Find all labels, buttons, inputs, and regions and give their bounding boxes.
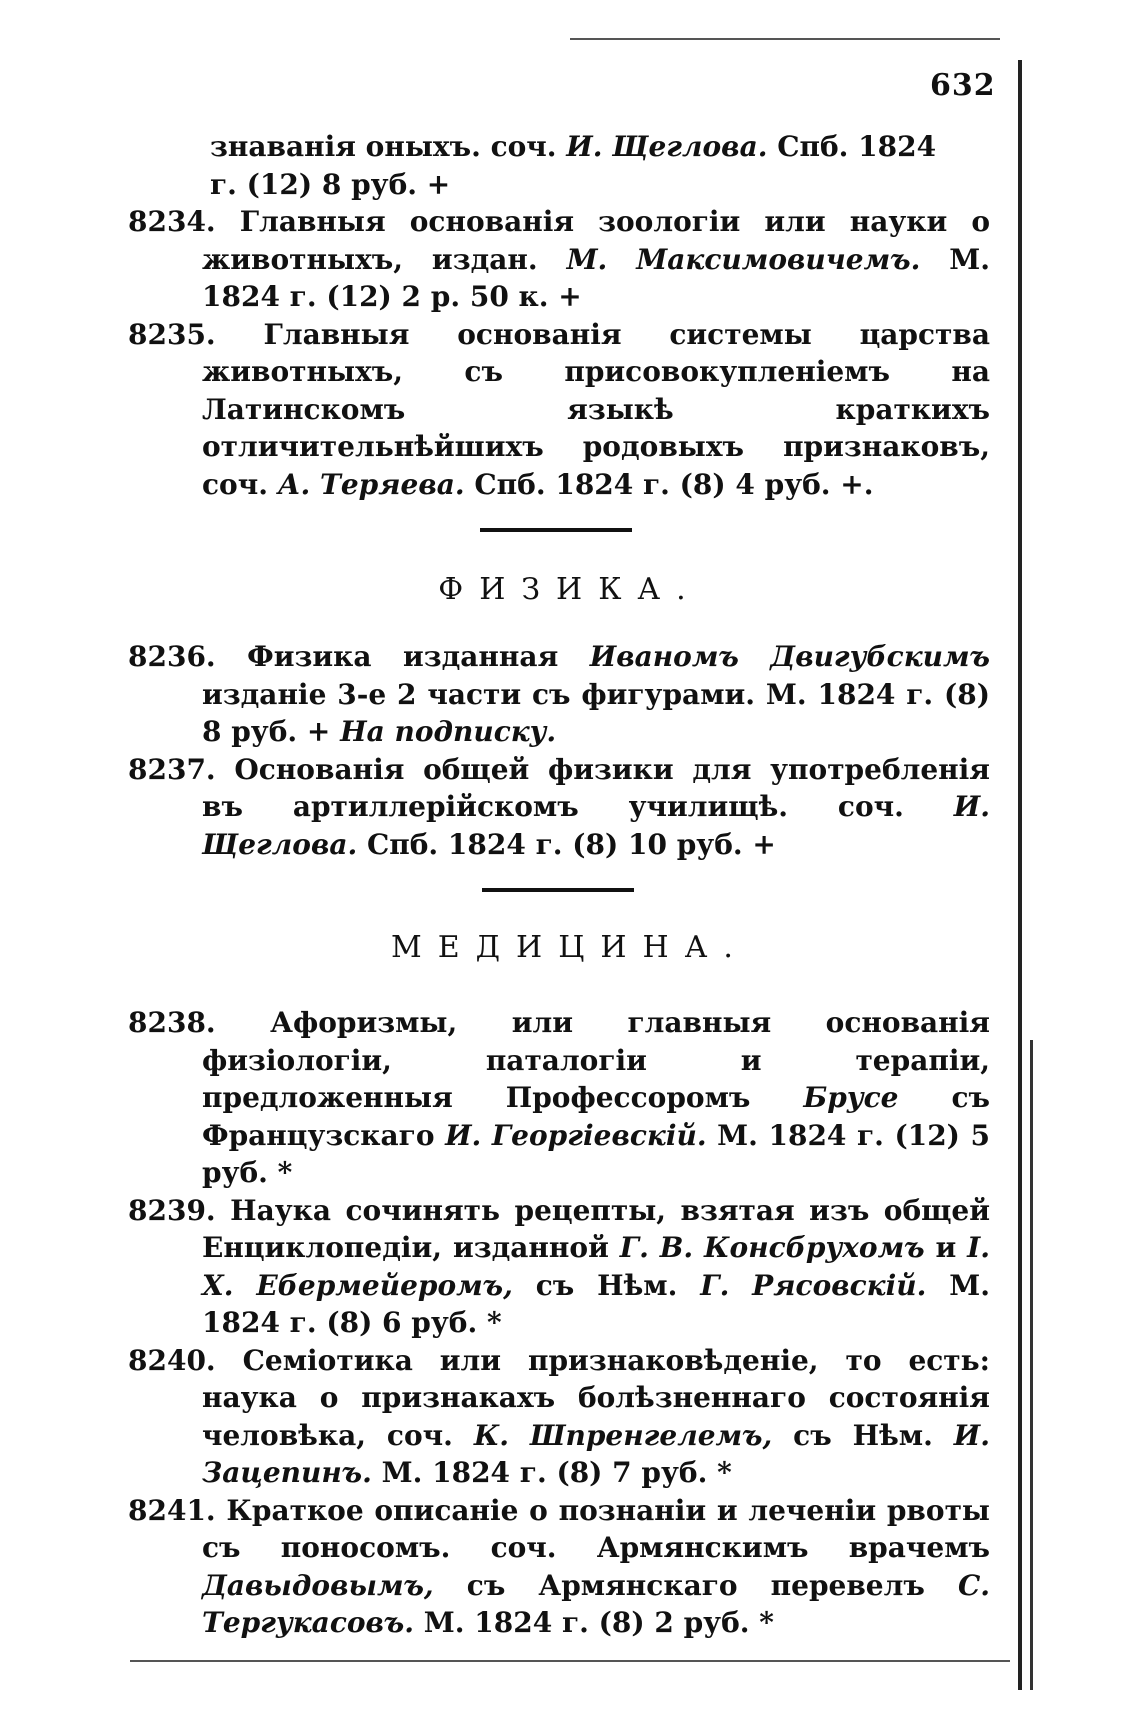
- section-divider: [480, 528, 632, 532]
- entry-text: Спб. 1824 г. (8) 10 руб. +: [357, 827, 776, 861]
- entry-text: съ Армянскаго перевелъ: [433, 1568, 958, 1602]
- entries-zoology: [128, 203, 990, 503]
- entry-author-text: И. Зацепинъ.: [202, 1418, 990, 1489]
- entry-text: М. 1824 г. (12) 2 р. 50 к. +: [202, 242, 991, 313]
- entry-text: Краткое описаніе о познаніи и леченіи рвоты съ поносомъ. соч. Армянскимъ врачемъ: [202, 1493, 990, 1564]
- page-edge-line-inner: [1030, 1040, 1033, 1690]
- entry-text: Спб. 1824 г. (8) 4 руб. +.: [464, 467, 874, 501]
- entry-number: 8237.: [128, 752, 235, 786]
- catalog-entry: [128, 316, 990, 504]
- entry-text: съ Французскаго: [202, 1081, 990, 1152]
- entries-physics: [128, 638, 990, 863]
- entry-number: 8240.: [128, 1343, 243, 1377]
- entry-author-text: М. Максимовичемъ.: [566, 242, 921, 276]
- entry-author-text: Иваномъ Двигубскимъ: [589, 640, 990, 673]
- catalog-entry: [128, 1192, 990, 1342]
- entry-text: М. 1824 г. (8) 7 руб. *: [371, 1456, 732, 1489]
- entry-author-text: И. Щеглова.: [202, 790, 990, 861]
- entry-number: 8234.: [128, 205, 240, 238]
- entry-number: 8239.: [128, 1193, 231, 1227]
- entry-text: Семіотика или признаковѣденіе, то есть: наука о признакахъ болѣзненнаго состоянія человѣка, соч.: [202, 1343, 990, 1452]
- entry-text: съ Нѣм.: [512, 1268, 701, 1302]
- entry-author-text: И. Георгіевскій.: [445, 1118, 707, 1152]
- catalog-entry: [128, 638, 990, 751]
- catalog-entry: [128, 751, 990, 864]
- entry-author-text: Г. Рясовскій.: [700, 1268, 927, 1302]
- section-heading-medicine: МЕДИЦИНА.: [391, 930, 749, 965]
- entry-text: Физика изданная: [247, 640, 590, 673]
- entry-number: 8238.: [128, 1006, 271, 1039]
- catalog-entry: [128, 1342, 990, 1492]
- entry-text: Наука сочинять рецепты, взятая изъ общей Енциклопедіи, изданной: [202, 1193, 990, 1264]
- top-scan-mark: [570, 38, 1000, 40]
- catalog-entry: [128, 1004, 990, 1192]
- entry-text: М. 1824 г. (8) 6 руб. *: [202, 1268, 991, 1339]
- entry-text: Главныя основанія системы царства животныхъ, съ присовокупленіемъ на Латинскомъ языкѣ краткихъ отличительнѣйшихъ родовыхъ признаковъ, соч.: [202, 317, 990, 501]
- page-number: 632: [930, 68, 996, 103]
- text-block-top: [128, 128, 990, 503]
- entry-text: Основанія общей физики для употребленія въ артиллерійскомъ училищѣ. соч.: [202, 752, 990, 823]
- entry-text: и: [924, 1231, 968, 1264]
- entry-text: М. 1824 г. (8) 2 руб. *: [414, 1606, 774, 1639]
- entry-text: изданіе 3-е 2 части съ фигурами. М. 1824 г. (8) 8 руб. +: [202, 677, 990, 748]
- entry-text: Афоризмы, или главныя основанія физіологіи, паталогіи и терапіи, предложенныя Профессоромъ: [202, 1006, 990, 1114]
- entry-author-text: С. Тергукасовъ.: [202, 1568, 990, 1639]
- entry-author-text: А. Теряева.: [277, 467, 465, 501]
- entry-text: Главныя основанія зоологіи или науки о животныхъ, издан.: [202, 205, 990, 276]
- continuation-text: знаванія оныхъ. соч. И. Щеглова. Спб. 1824 г. (12) 8 руб. +: [210, 130, 937, 201]
- entry-author-text: Брусе: [803, 1081, 899, 1114]
- catalog-entry: [128, 1492, 990, 1642]
- text-block-physics: [128, 638, 990, 863]
- entry-author-text: Давыдовымъ,: [202, 1568, 434, 1602]
- entry-number: 8241.: [128, 1493, 227, 1527]
- entry-author-text: На подписку.: [340, 715, 557, 748]
- entry-author-text: І. Х. Ебермейеромъ,: [202, 1231, 991, 1302]
- entry-author-text: К. Шпренгелемъ,: [473, 1418, 773, 1452]
- entry-author-text: Г. В. Консбрухомъ: [619, 1231, 925, 1264]
- section-heading-physics: ФИЗИКА.: [438, 572, 702, 607]
- entries-medicine: [128, 1004, 990, 1642]
- catalog-entry: [128, 203, 990, 316]
- entry-number: 8235.: [128, 317, 264, 351]
- entry-text: съ Нѣм.: [772, 1418, 954, 1452]
- entry-text: М. 1824 г. (12) 5 руб. *: [202, 1118, 990, 1189]
- section-divider: [482, 888, 634, 892]
- bottom-scan-mark: [130, 1660, 1010, 1662]
- page-edge-line: [1018, 60, 1022, 1690]
- entry-number: 8236.: [128, 640, 248, 673]
- text-block-medicine: [128, 1004, 990, 1642]
